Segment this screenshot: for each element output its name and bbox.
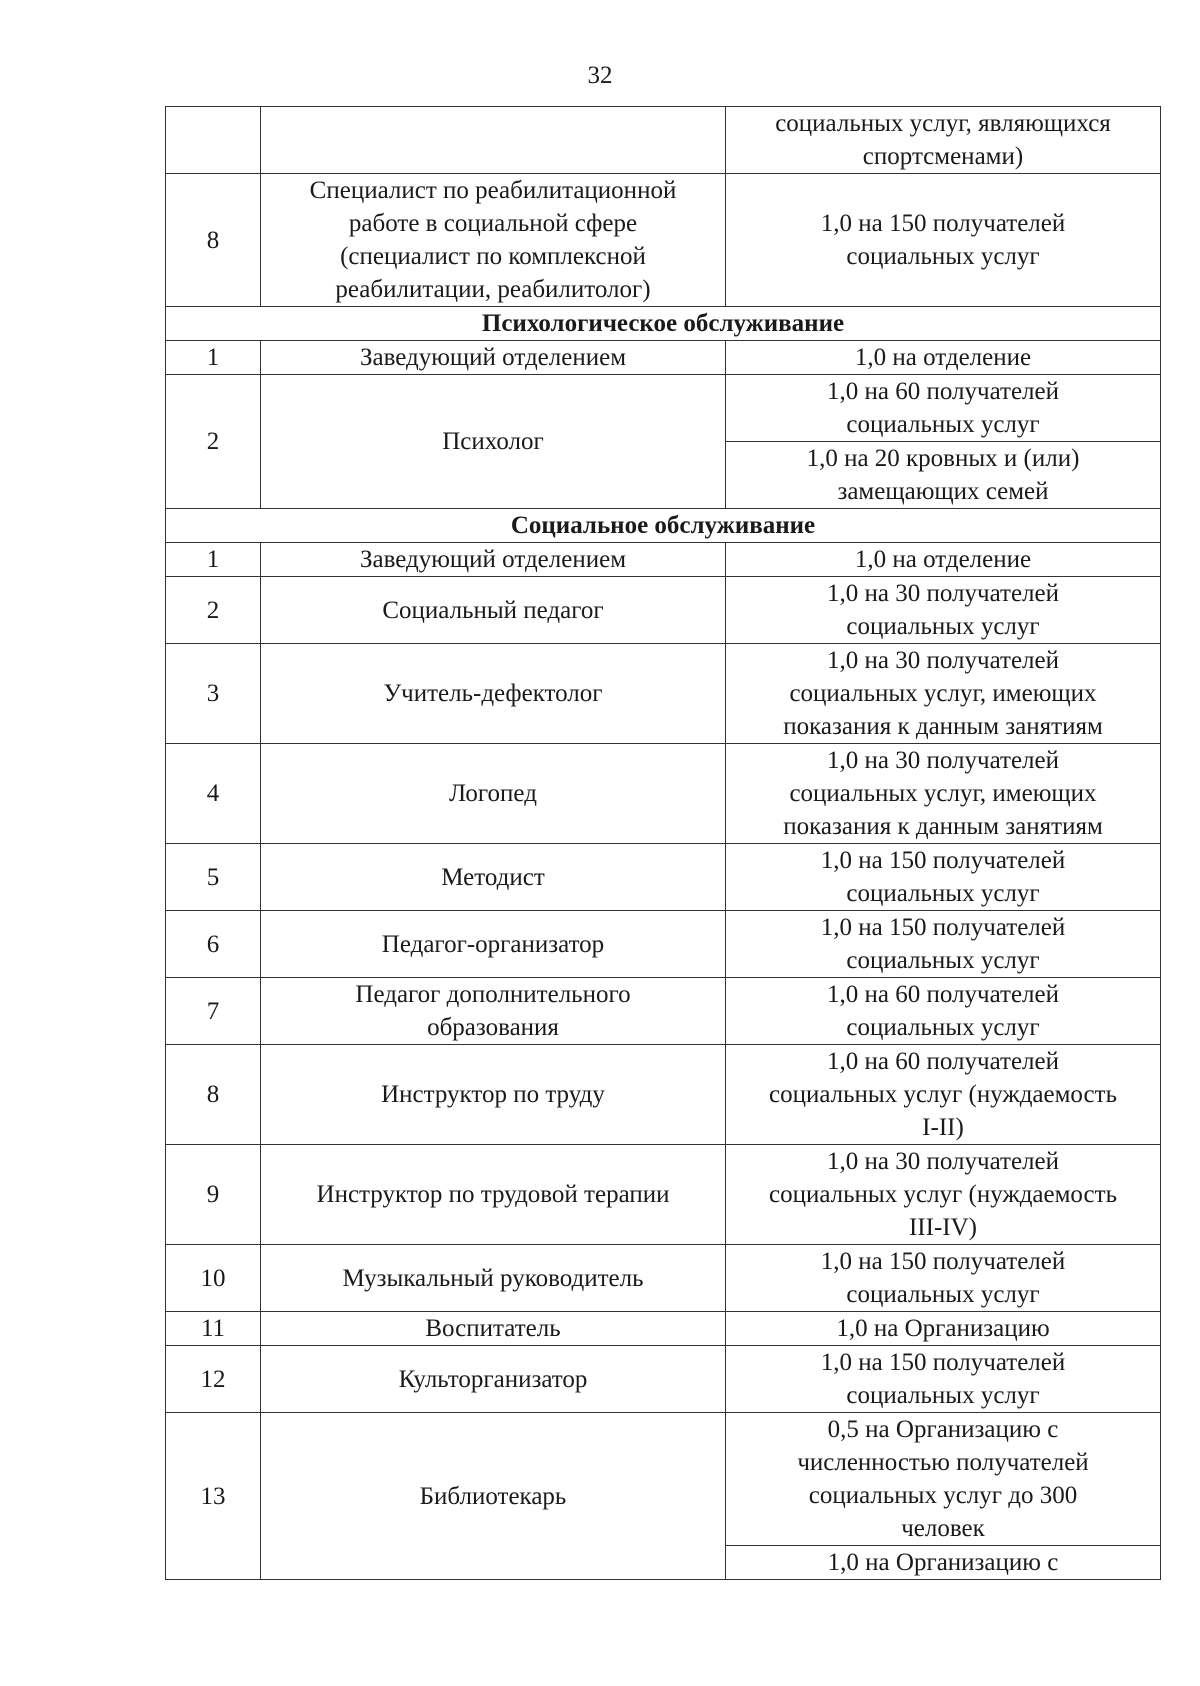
row-number — [166, 174, 261, 307]
cell-line: Психолог — [442, 428, 544, 455]
row-number — [166, 577, 261, 644]
table-row — [166, 644, 1161, 744]
cell-line: 9 — [206, 1181, 220, 1208]
cell-line: 5 — [206, 863, 220, 891]
cell-line: социальных услуг — [846, 243, 1040, 270]
position-name — [261, 744, 726, 844]
cell-line: 6 — [206, 930, 220, 958]
cell-line: работе в социальной сфере — [348, 210, 638, 237]
staff-norm — [726, 341, 1161, 375]
cell-line: социальных услуг до 300 — [808, 1482, 1078, 1509]
table-row — [166, 1413, 1161, 1546]
cell-line: 1,0 на отделение — [854, 344, 1032, 371]
staff-norm — [726, 1546, 1161, 1580]
cell-line: показания к данным занятиям — [783, 813, 1103, 840]
table-row — [166, 577, 1161, 644]
staff-norm — [726, 543, 1161, 577]
table-row — [166, 1245, 1161, 1312]
position-name — [261, 375, 726, 509]
position-name — [261, 978, 726, 1045]
cell-line: 8 — [206, 1081, 220, 1108]
staff-norm — [726, 1045, 1161, 1145]
cell-line: 1,0 на 30 получателей — [827, 647, 1059, 674]
cell-line: Библиотекарь — [419, 1482, 567, 1510]
row-number — [166, 1413, 261, 1580]
staff-norm — [726, 107, 1161, 174]
row-number — [166, 1245, 261, 1312]
cell-line: (специалист по комплексной — [340, 243, 646, 270]
cell-line: III-IV) — [908, 1214, 977, 1241]
row-number — [166, 107, 261, 174]
position-name — [261, 1346, 726, 1413]
cell-line: 12 — [200, 1365, 226, 1393]
position-name — [261, 1045, 726, 1145]
section-header-row — [166, 509, 1161, 543]
cell-line: 1 — [206, 344, 220, 371]
cell-line: Культорганизатор — [398, 1365, 588, 1393]
cell-line: 2 — [206, 428, 220, 455]
staff-norm — [726, 174, 1161, 307]
staff-norm — [726, 442, 1161, 509]
cell-line: Заведующий отделением — [359, 344, 627, 371]
staff-norm — [726, 375, 1161, 442]
cell-line: социальных услуг, имеющих — [789, 680, 1097, 707]
section-title: Психологическое обслуживание — [166, 307, 1161, 341]
cell-line: социальных услуг — [846, 1014, 1040, 1041]
table-row — [166, 375, 1161, 442]
cell-line: человек — [901, 1515, 985, 1542]
table-row — [166, 978, 1161, 1045]
cell-line: 4 — [206, 780, 220, 807]
row-number — [166, 978, 261, 1045]
position-name — [261, 107, 726, 174]
table-row — [166, 1312, 1161, 1346]
row-number — [166, 1045, 261, 1145]
position-name — [261, 1312, 726, 1346]
cell-line: 8 — [206, 226, 220, 254]
position-name — [261, 174, 726, 307]
cell-line: 1,0 на 30 получателей — [827, 747, 1059, 774]
staff-norm — [726, 978, 1161, 1045]
section-title: Социальное обслуживание — [166, 509, 1161, 543]
position-name — [261, 844, 726, 911]
row-number — [166, 1312, 261, 1346]
staff-norm — [726, 1145, 1161, 1245]
cell-line: 10 — [200, 1264, 226, 1292]
staff-norm — [726, 1346, 1161, 1413]
cell-line: 1,0 на Организацию — [836, 1315, 1050, 1342]
cell-line: социальных услуг — [846, 1281, 1040, 1308]
cell-line: замещающих семей — [837, 478, 1049, 505]
cell-line: 3 — [206, 680, 220, 707]
cell-line: 1,0 на 150 получателей — [820, 914, 1066, 941]
table-row — [166, 107, 1161, 174]
cell-line: 1,0 на 60 получателей — [827, 1048, 1059, 1075]
staff-norm — [726, 577, 1161, 644]
position-name — [261, 911, 726, 978]
cell-line: социальных услуг, имеющих — [789, 780, 1097, 807]
position-name — [261, 1413, 726, 1580]
cell-line: социальных услуг — [846, 411, 1040, 438]
section-header-row — [166, 307, 1161, 341]
cell-line: социальных услуг, являющихся — [775, 110, 1111, 137]
cell-line: социальных услуг — [846, 947, 1040, 974]
cell-line: социальных услуг (нуждаемость — [769, 1181, 1117, 1208]
cell-line: 1,0 на 30 получателей — [827, 1148, 1059, 1175]
cell-line: 1,0 на 20 кровных и (или) — [806, 445, 1080, 472]
cell-line: показания к данным занятиям — [783, 713, 1103, 740]
table-row — [166, 341, 1161, 375]
cell-line: 1,0 на 60 получателей — [827, 981, 1059, 1008]
table-row — [166, 543, 1161, 577]
cell-line: I-II) — [922, 1114, 964, 1141]
cell-line: 1 — [206, 546, 220, 573]
table-row — [166, 174, 1161, 307]
cell-line: Методист — [441, 863, 545, 891]
row-number — [166, 1346, 261, 1413]
cell-line: 7 — [206, 997, 220, 1025]
cell-line: Педагог дополнительного — [355, 981, 631, 1008]
staff-norm — [726, 1413, 1161, 1546]
cell-line: 1,0 на отделение — [854, 546, 1032, 573]
cell-line: образования — [427, 1014, 559, 1041]
cell-line: Логопед — [449, 780, 537, 807]
cell-line: Учитель-дефектолог — [383, 680, 603, 707]
cell-line: социальных услуг — [846, 613, 1040, 640]
table-row — [166, 1346, 1161, 1413]
table-row — [166, 1045, 1161, 1145]
cell-line: социальных услуг — [846, 880, 1040, 907]
cell-line: Инструктор по трудовой терапии — [316, 1181, 670, 1208]
row-number — [166, 911, 261, 978]
cell-line: Специалист по реабилитационной — [309, 177, 677, 204]
cell-line: 13 — [200, 1482, 226, 1510]
cell-line: спортсменами) — [862, 143, 1024, 170]
cell-line: Музыкальный руководитель — [342, 1264, 644, 1292]
row-number — [166, 844, 261, 911]
cell-line: 11 — [200, 1315, 226, 1342]
position-name — [261, 341, 726, 375]
cell-line: 1,0 на 150 получателей — [820, 210, 1066, 237]
row-number — [166, 1145, 261, 1245]
row-number — [166, 644, 261, 744]
cell-line: Воспитатель — [425, 1315, 561, 1342]
staff-norm — [726, 1312, 1161, 1346]
cell-line: Инструктор по труду — [381, 1081, 605, 1108]
row-number — [166, 375, 261, 509]
staff-norm — [726, 644, 1161, 744]
cell-line: социальных услуг (нуждаемость — [769, 1081, 1117, 1108]
cell-line: Социальный педагог — [382, 596, 604, 624]
position-name — [261, 543, 726, 577]
cell-line: социальных услуг — [846, 1382, 1040, 1409]
table-row — [166, 1145, 1161, 1245]
staff-norm — [726, 844, 1161, 911]
cell-line: 2 — [206, 596, 220, 624]
table-row — [166, 744, 1161, 844]
cell-line: Педагог-организатор — [381, 930, 605, 958]
cell-line: численностью получателей — [797, 1449, 1089, 1476]
staffing-norms-table — [165, 106, 1161, 1580]
cell-line: 1,0 на Организацию с — [827, 1549, 1059, 1576]
staff-norm — [726, 911, 1161, 978]
table-row — [166, 911, 1161, 978]
position-name — [261, 1145, 726, 1245]
page-number: 32 — [587, 62, 613, 89]
cell-line: 1,0 на 150 получателей — [820, 1349, 1066, 1376]
cell-line: Заведующий отделением — [359, 546, 627, 573]
cell-line: 1,0 на 60 получателей — [827, 378, 1059, 405]
cell-line: 1,0 на 150 получателей — [820, 847, 1066, 874]
row-number — [166, 543, 261, 577]
row-number — [166, 744, 261, 844]
staff-norm — [726, 744, 1161, 844]
cell-line: 1,0 на 150 получателей — [820, 1248, 1066, 1275]
position-name — [261, 1245, 726, 1312]
cell-line: 1,0 на 30 получателей — [827, 580, 1059, 607]
cell-line: реабилитации, реабилитолог) — [335, 276, 651, 303]
position-name — [261, 577, 726, 644]
row-number — [166, 341, 261, 375]
cell-line: 0,5 на Организацию с — [827, 1416, 1059, 1443]
staff-norm — [726, 1245, 1161, 1312]
table-row — [166, 844, 1161, 911]
position-name — [261, 644, 726, 744]
